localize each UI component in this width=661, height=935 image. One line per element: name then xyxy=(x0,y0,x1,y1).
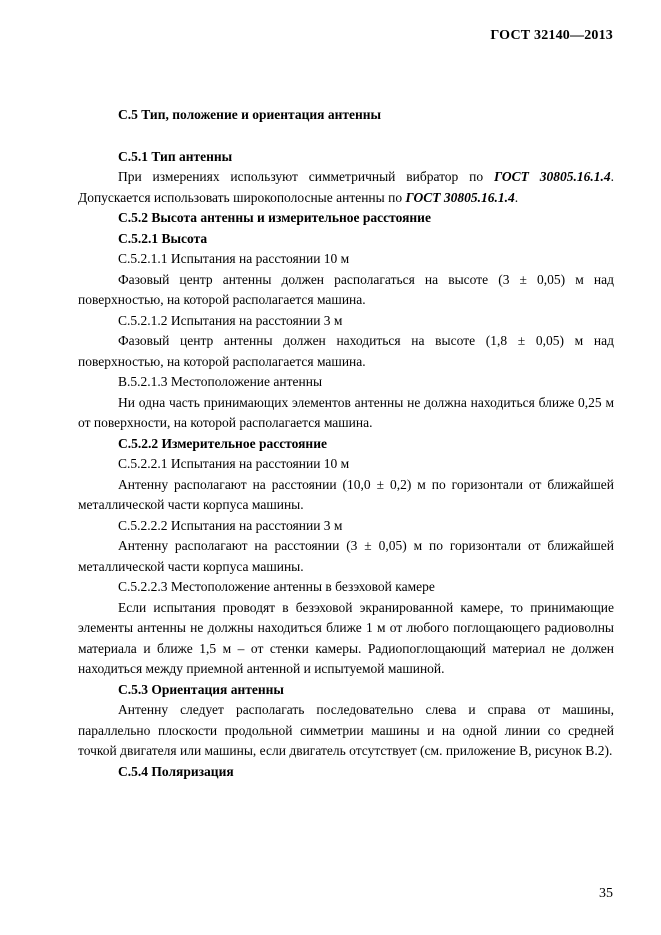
section-heading: С.5 Тип, положение и ориентация антенны xyxy=(118,107,382,122)
subsection-title: В.5.2.1.3 Местоположение антенны xyxy=(118,374,323,389)
section-heading: С.5.2.1 Высота xyxy=(118,230,208,246)
paragraph: Антенну следует располагать последовательно слева и справа от машины, параллельно плоскости продольной симметрии машины и на одной линии со средней точкой двигателя или машины, если двигатель отсутствует (см. приложение В, рисунок В.2). xyxy=(78,702,614,758)
standard-reference: ГОСТ 30805.16.1.4 xyxy=(493,169,611,184)
paragraph: Ни одна часть принимающих элементов антенны не должна находиться ближе 0,25 м от поверхности, на которой располагается машина. xyxy=(78,394,614,430)
subsection-title: С.5.2.1.1 Испытания на расстоянии 10 м xyxy=(118,251,350,266)
paragraph xyxy=(78,167,614,208)
document-body xyxy=(78,105,614,782)
section-heading: С.5.2.2 Измерительное расстояние xyxy=(118,435,327,451)
section-heading: С.5.2 Высота антенны и измерительное расстояние xyxy=(118,210,431,225)
subsection-title: С.5.2.2.1 Испытания на расстоянии 10 м xyxy=(118,456,350,471)
paragraph-gap xyxy=(78,126,614,147)
section-heading: С.5.3 Ориентация антенны xyxy=(118,681,284,697)
document-header: ГОСТ 32140—2013 xyxy=(490,28,613,43)
paragraph: Фазовый центр антенны должен располагаться на высоте (3 ± 0,05) м над поверхностью, на которой располагается машина. xyxy=(78,271,614,307)
page-number: 35 xyxy=(599,886,613,901)
section-heading: С.5.1 Тип антенны xyxy=(118,148,233,164)
paragraph: Антенну располагают на расстоянии (3 ± 0,05) м по горизонтали от ближайшей металлической части корпуса машины. xyxy=(78,538,614,574)
subsection-title: С.5.2.2.3 Местоположение антенны в безэховой камере xyxy=(118,579,435,594)
paragraph: Антенну располагают на расстоянии (10,0 ± 0,2) м по горизонтали от ближайшей металлической части корпуса машины. xyxy=(78,476,614,512)
paragraph: Фазовый центр антенны должен находиться на высоте (1,8 ± 0,05) м над поверхностью, на которой располагается машина. xyxy=(78,333,614,369)
text-run: . xyxy=(514,189,519,205)
subsection-title: С.5.2.2.2 Испытания на расстоянии 3 м xyxy=(118,517,343,533)
text-run: . Допускается использовать широкополосные антенны по xyxy=(78,169,614,205)
standard-reference: ГОСТ 30805.16.1.4 xyxy=(405,189,515,205)
paragraph: Если испытания проводят в безэховой экранированной камере, то принимающие элементы антенны не должны находиться ближе 1 м от любого поглощающего радиоволны материала и ближе 1,5 м – от стенки камеры. Радиопоглощающий материал не должен находиться между приемной антенной и испытуемой машиной. xyxy=(78,599,614,676)
subsection-title: С.5.2.1.2 Испытания на расстоянии 3 м xyxy=(118,312,343,328)
text-run: При измерениях используют симметричный вибратор по xyxy=(118,169,494,184)
section-heading: С.5.4 Поляризация xyxy=(118,763,234,779)
